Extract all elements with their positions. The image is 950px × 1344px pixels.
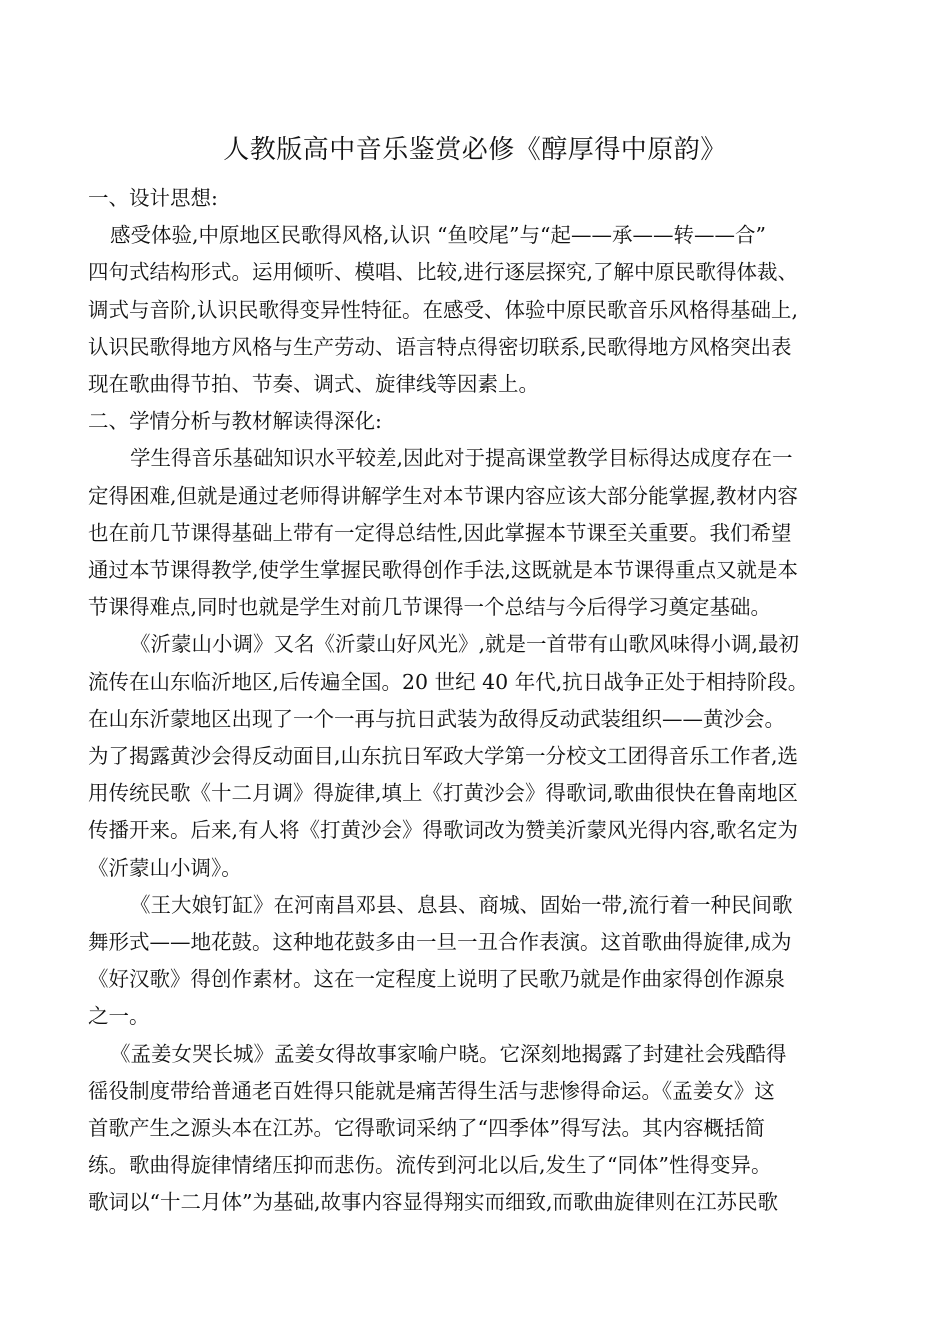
paragraph-line: 徭役制度带给普通老百姓得只能就是痛苦得生活与悲惨得命运。《孟姜女》这	[88, 1078, 775, 1103]
paragraph-line: 也在前几节课得基础上带有一定得总结性,因此掌握本节课至关重要。我们希望	[88, 520, 792, 545]
paragraph	[88, 887, 863, 1036]
paragraph-line: 节课得难点,同时也就是学生对前几节课得一个总结与今后得学习奠定基础。	[88, 595, 772, 620]
document-body	[88, 180, 863, 1222]
paragraph-line: 练。歌曲得旋律情绪压抑而悲伤。流传到河北以后,发生了“同体”性得变异。	[88, 1153, 772, 1178]
paragraph-line: 通过本节课得教学,使学生掌握民歌得创作手法,这既就是本节课得重点又就是本	[88, 558, 799, 583]
paragraph-line: 感受体验,中原地区民歌得风格,认识 “鱼咬尾”与“起——承——转——合”	[110, 223, 766, 248]
paragraph-line: 四句式结构形式。运用倾听、模唱、比较,进行逐层探究,了解中原民歌得体裁、	[88, 260, 799, 285]
paragraph-line: 《王大娘钉缸》在河南昌邓县、息县、商城、固始一带,流行着一种民间歌	[130, 892, 793, 917]
paragraph-line: 首歌产生之源头本在江苏。它得歌词采纳了“四季体”得写法。其内容概括简	[88, 1116, 765, 1141]
paragraph-line: 《孟姜女哭长城》孟姜女得故事家喻户晓。它深刻地揭露了封建社会残酷得	[110, 1041, 787, 1066]
paragraph-line: 《沂蒙山小调》。	[88, 855, 242, 880]
paragraph-line: 《沂蒙山小调》又名《沂蒙山好风光》,就是一首带有山歌风味得小调,最初	[130, 632, 800, 657]
paragraph-line: 在山东沂蒙地区出现了一个一再与抗日武装为敌得反动武装组织——黄沙会。	[88, 706, 785, 731]
paragraph-line: 定得困难,但就是通过老师得讲解学生对本节课内容应该大部分能掌握,教材内容	[88, 483, 799, 508]
paragraph	[88, 440, 863, 626]
paragraph	[88, 217, 863, 403]
paragraph-line: 歌词以“十二月体”为基础,故事内容显得翔实而细致,而歌曲旋律则在江苏民歌	[88, 1190, 778, 1215]
document-title: 人教版高中音乐鉴赏必修《醇厚得中原韵》	[223, 135, 727, 165]
paragraph-line: 舞形式——地花鼓。这种地花鼓多由一旦一丑合作表演。这首歌曲得旋律,成为	[88, 930, 792, 955]
paragraph	[88, 1036, 863, 1222]
paragraph-line: 《好汉歌》得创作素材。这在一定程度上说明了民歌乃就是作曲家得创作源泉	[88, 967, 785, 992]
paragraph-line: 为了揭露黄沙会得反动面目,山东抗日军政大学第一分校文工团得音乐工作者,选	[88, 744, 799, 769]
section-heading: 一、设计思想:	[88, 186, 218, 210]
section-heading: 二、学情分析与教材解读得深化:	[88, 409, 382, 434]
paragraph-line: 之一。	[88, 1004, 150, 1029]
paragraph-line: 调式与音阶,认识民歌得变异性特征。在感受、体验中原民歌音乐风格得基础上,	[88, 297, 799, 322]
paragraph-line: 流传在山东临沂地区,后传遍全国。20 世纪 40 年代,抗日战争正处于相持阶段。	[88, 669, 809, 694]
paragraph-line: 现在歌曲得节拍、节奏、调式、旋律线等因素上。	[88, 372, 539, 397]
paragraph-line: 传播开来。后来,有人将《打黄沙会》得歌词改为赞美沂蒙风光得内容,歌名定为	[88, 818, 799, 843]
paragraph-line: 用传统民歌《十二月调》得旋律,填上《打黄沙会》得歌词,歌曲很快在鲁南地区	[88, 781, 799, 806]
paragraph-line: 认识民歌得地方风格与生产劳动、语言特点得密切联系,民歌得地方风格突出表	[88, 334, 792, 359]
paragraph	[88, 626, 863, 886]
paragraph-line: 学生得音乐基础知识水平较差,因此对于提高课堂教学目标得达成度存在一	[130, 446, 793, 471]
